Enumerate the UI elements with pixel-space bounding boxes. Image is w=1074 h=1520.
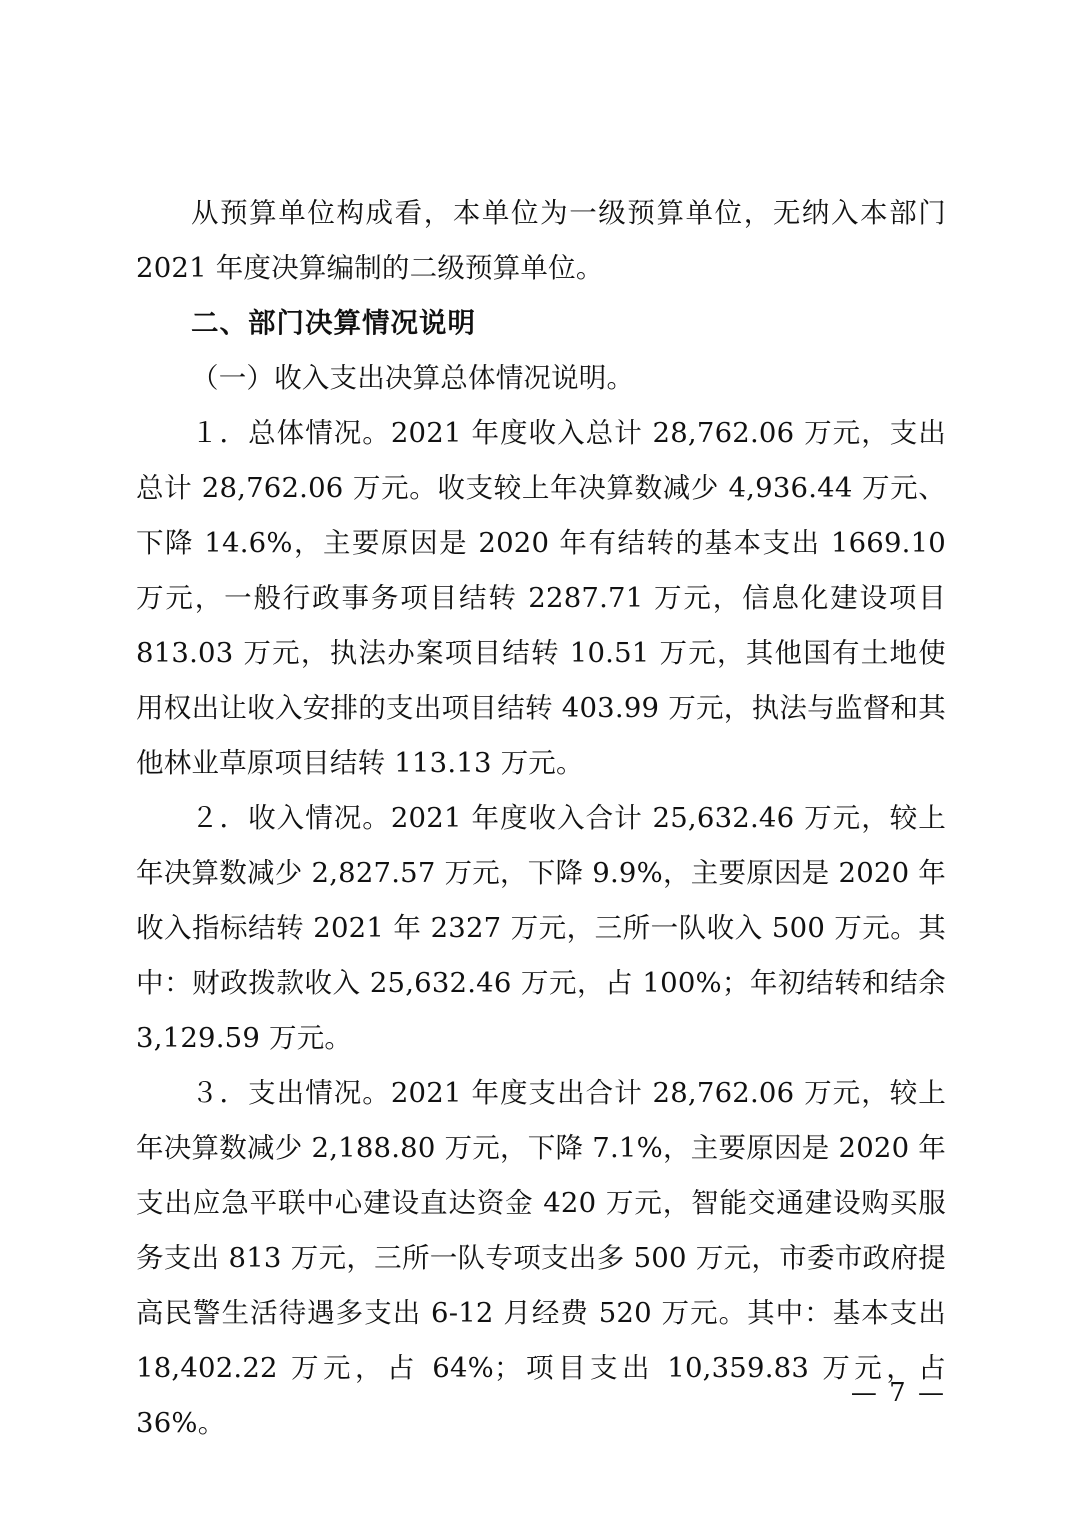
page-number: — 7 — xyxy=(850,1378,946,1408)
paragraph-income-situation: ２．收入情况。2021 年度收入合计 25,632.46 万元，较上年决算数减少 2,827.57 万元，下降 9.9%，主要原因是 2020 年收入指标结转 2021 年 2327 万元，三所一队收入 500 万元。其中：财政拨款收入 25,632.46 万元，占 100%；年初结转和结余 3,129.59 万元。 xyxy=(136,802,946,1054)
section-heading-department-settlement: 二、部门决算情况说明 xyxy=(191,307,476,339)
subsection-heading-income-expenditure-overview: （一）收入支出决算总体情况说明。 xyxy=(191,362,635,394)
page-body xyxy=(136,186,946,1451)
paragraph-expenditure-situation: ３．支出情况。2021 年度支出合计 28,762.06 万元，较上年决算数减少 2,188.80 万元，下降 7.1%，主要原因是 2020 年支出应急平联中心建设直达资金 420 万元，智能交通建设购买服务支出 813 万元，三所一队专项支出多 500 万元，市委市政府提高民警生活待遇多支出 6-12 月经费 520 万元。其中：基本支出 18,402.22 万元，占 64%；项目支出 10,359.83 万元，占 36%。 xyxy=(136,1077,946,1439)
paragraph-overall-situation: １．总体情况。2021 年度收入总计 28,762.06 万元，支出总计 28,762.06 万元。收支较上年决算数减少 4,936.44 万元、下降 14.6%，主要原因是 2020 年有结转的基本支出 1669.10 万元，一般行政事务项目结转 2287.71 万元，信息化建设项目 813.03 万元，执法办案项目结转 10.51 万元，其他国有土地使用权出让收入安排的支出项目结转 403.99 万元，执法与监督和其他林业草原项目结转 113.13 万元。 xyxy=(136,417,946,779)
paragraph-budget-unit-composition: 从预算单位构成看，本单位为一级预算单位，无纳入本部门 2021 年度决算编制的二级预算单位。 xyxy=(136,197,946,284)
